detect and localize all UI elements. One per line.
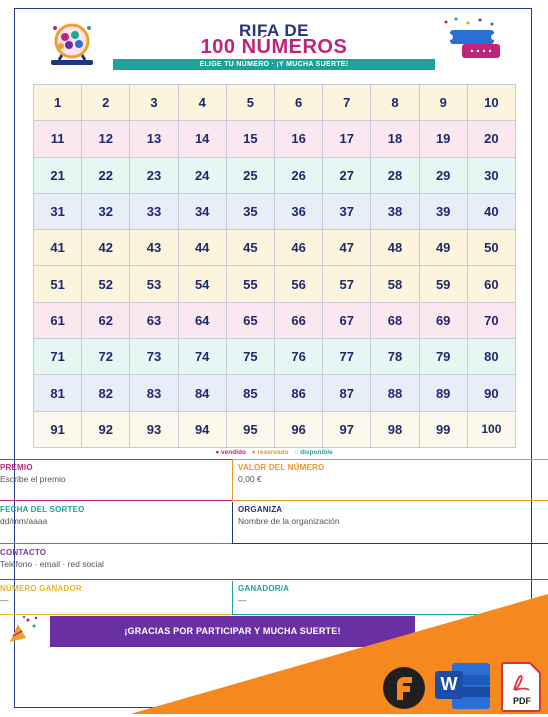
number-cell[interactable]: 10 [468,85,516,121]
contact-value: Teléfono · email · red social [0,559,104,569]
number-cell[interactable]: 97 [323,412,371,448]
number-cell[interactable]: 79 [420,339,468,375]
contact-label: CONTACTO [0,548,47,557]
number-cell[interactable]: 61 [34,303,82,339]
number-cell[interactable]: 45 [227,230,275,266]
number-cell[interactable]: 83 [130,375,178,411]
number-cell[interactable]: 32 [82,194,130,230]
word-badge[interactable] [432,660,494,712]
number-cell[interactable]: 23 [130,158,178,194]
number-cell[interactable]: 11 [34,121,82,157]
number-cell[interactable]: 68 [371,303,419,339]
number-cell[interactable]: 82 [82,375,130,411]
number-cell[interactable]: 70 [468,303,516,339]
date-value: dd/mm/aaaa [0,516,48,526]
page-title-line1: RIFA DE [239,21,309,40]
number-cell[interactable]: 6 [275,85,323,121]
number-cell[interactable]: 71 [34,339,82,375]
date-label: FECHA DEL SORTEO [0,505,85,514]
number-cell[interactable]: 92 [82,412,130,448]
page-title-line2: 100 NÚMEROS [200,36,348,58]
number-cell[interactable]: 57 [323,266,371,302]
brand-logo-icon [382,666,426,710]
pdf-badge[interactable] [500,660,544,712]
price-value: 0,00 € [238,474,262,484]
number-cell[interactable]: 20 [468,121,516,157]
number-cell[interactable]: 87 [323,375,371,411]
word-letter: W [440,674,458,694]
number-cell[interactable]: 86 [275,375,323,411]
number-cell[interactable]: 36 [275,194,323,230]
winner-number-value: — [0,595,9,605]
price-label: VALOR DEL NÚMERO [238,463,325,472]
number-cell[interactable]: 16 [275,121,323,157]
winner-label: GANADOR/A [238,584,290,593]
number-cell[interactable]: 58 [371,266,419,302]
number-cell[interactable]: 76 [275,339,323,375]
number-cell[interactable]: 64 [179,303,227,339]
number-cell[interactable]: 18 [371,121,419,157]
winner-number-label: NÚMERO GANADOR [0,584,82,593]
number-cell[interactable]: 38 [371,194,419,230]
number-cell[interactable]: 29 [420,158,468,194]
number-cell[interactable]: 14 [179,121,227,157]
legend-reserved: ● reservado [251,449,289,456]
number-cell[interactable]: 27 [323,158,371,194]
number-cell[interactable]: 33 [130,194,178,230]
number-cell[interactable]: 78 [371,339,419,375]
number-cell[interactable]: 9 [420,85,468,121]
prize-label: PREMIO [0,463,33,472]
number-cell[interactable]: 69 [420,303,468,339]
number-cell[interactable]: 21 [34,158,82,194]
number-cell[interactable]: 25 [227,158,275,194]
number-cell[interactable]: 39 [420,194,468,230]
number-cell[interactable]: 98 [371,412,419,448]
number-cell[interactable]: 89 [420,375,468,411]
organizer-label: ORGANIZA [238,505,283,514]
number-cell[interactable]: 100 [468,412,516,448]
number-cell[interactable]: 73 [130,339,178,375]
number-cell[interactable]: 7 [323,85,371,121]
subtitle-banner: ELIGE TU NÚMERO · ¡Y MUCHA SUERTE! [113,59,435,70]
number-cell[interactable]: 41 [34,230,82,266]
number-cell[interactable]: 15 [227,121,275,157]
number-cell[interactable]: 63 [130,303,178,339]
number-cell[interactable]: 88 [371,375,419,411]
number-cell[interactable]: 3 [130,85,178,121]
number-cell[interactable]: 40 [468,194,516,230]
number-cell[interactable]: 17 [323,121,371,157]
number-cell[interactable]: 56 [275,266,323,302]
number-cell[interactable]: 5 [227,85,275,121]
number-cell[interactable]: 90 [468,375,516,411]
number-cell[interactable]: 84 [179,375,227,411]
number-cell[interactable]: 52 [82,266,130,302]
number-cell[interactable]: 65 [227,303,275,339]
number-cell[interactable]: 85 [227,375,275,411]
number-cell[interactable]: 43 [130,230,178,266]
number-cell[interactable]: 74 [179,339,227,375]
number-cell[interactable]: 94 [179,412,227,448]
number-cell[interactable]: 93 [130,412,178,448]
number-cell[interactable]: 37 [323,194,371,230]
number-cell[interactable]: 96 [275,412,323,448]
organizer-value: Nombre de la organización [238,516,340,526]
number-cell[interactable]: 95 [227,412,275,448]
number-cell[interactable]: 34 [179,194,227,230]
number-cell[interactable]: 8 [371,85,419,121]
number-cell[interactable]: 53 [130,266,178,302]
number-cell[interactable]: 44 [179,230,227,266]
number-cell[interactable]: 24 [179,158,227,194]
number-cell[interactable]: 66 [275,303,323,339]
number-cell[interactable]: 80 [468,339,516,375]
number-cell[interactable]: 49 [420,230,468,266]
pdf-label: PDF [513,696,531,706]
number-cell[interactable]: 30 [468,158,516,194]
number-cell[interactable]: 4 [179,85,227,121]
number-cell[interactable]: 62 [82,303,130,339]
number-cell[interactable]: 22 [82,158,130,194]
number-cell[interactable]: 1 [34,85,82,121]
number-cell[interactable]: 42 [82,230,130,266]
number-cell[interactable]: 99 [420,412,468,448]
number-cell[interactable]: 91 [34,412,82,448]
winner-value: — [238,595,247,605]
number-cell[interactable]: 19 [420,121,468,157]
prize-value: Escribe el premio [0,474,66,484]
number-cell[interactable]: 47 [323,230,371,266]
number-cell[interactable]: 75 [227,339,275,375]
number-cell[interactable]: 60 [468,266,516,302]
number-cell[interactable]: 2 [82,85,130,121]
number-cell[interactable]: 26 [275,158,323,194]
number-cell[interactable]: 59 [420,266,468,302]
legend-sold: ● vendido [215,449,246,456]
number-cell[interactable]: 35 [227,194,275,230]
number-cell[interactable]: 48 [371,230,419,266]
number-cell[interactable]: 50 [468,230,516,266]
thanks-banner: ¡GRACIAS POR PARTICIPAR Y MUCHA SUERTE! [50,616,415,647]
number-cell[interactable]: 28 [371,158,419,194]
number-cell[interactable]: 77 [323,339,371,375]
number-cell[interactable]: 51 [34,266,82,302]
legend-available: ○ disponible [294,449,333,456]
number-cell[interactable]: 81 [34,375,82,411]
brand-logo-badge[interactable] [382,666,426,710]
number-cell[interactable]: 67 [323,303,371,339]
number-cell[interactable]: 12 [82,121,130,157]
number-cell[interactable]: 13 [130,121,178,157]
number-cell[interactable]: 46 [275,230,323,266]
number-cell[interactable]: 72 [82,339,130,375]
number-cell[interactable]: 54 [179,266,227,302]
number-cell[interactable]: 55 [227,266,275,302]
number-cell[interactable]: 31 [34,194,82,230]
